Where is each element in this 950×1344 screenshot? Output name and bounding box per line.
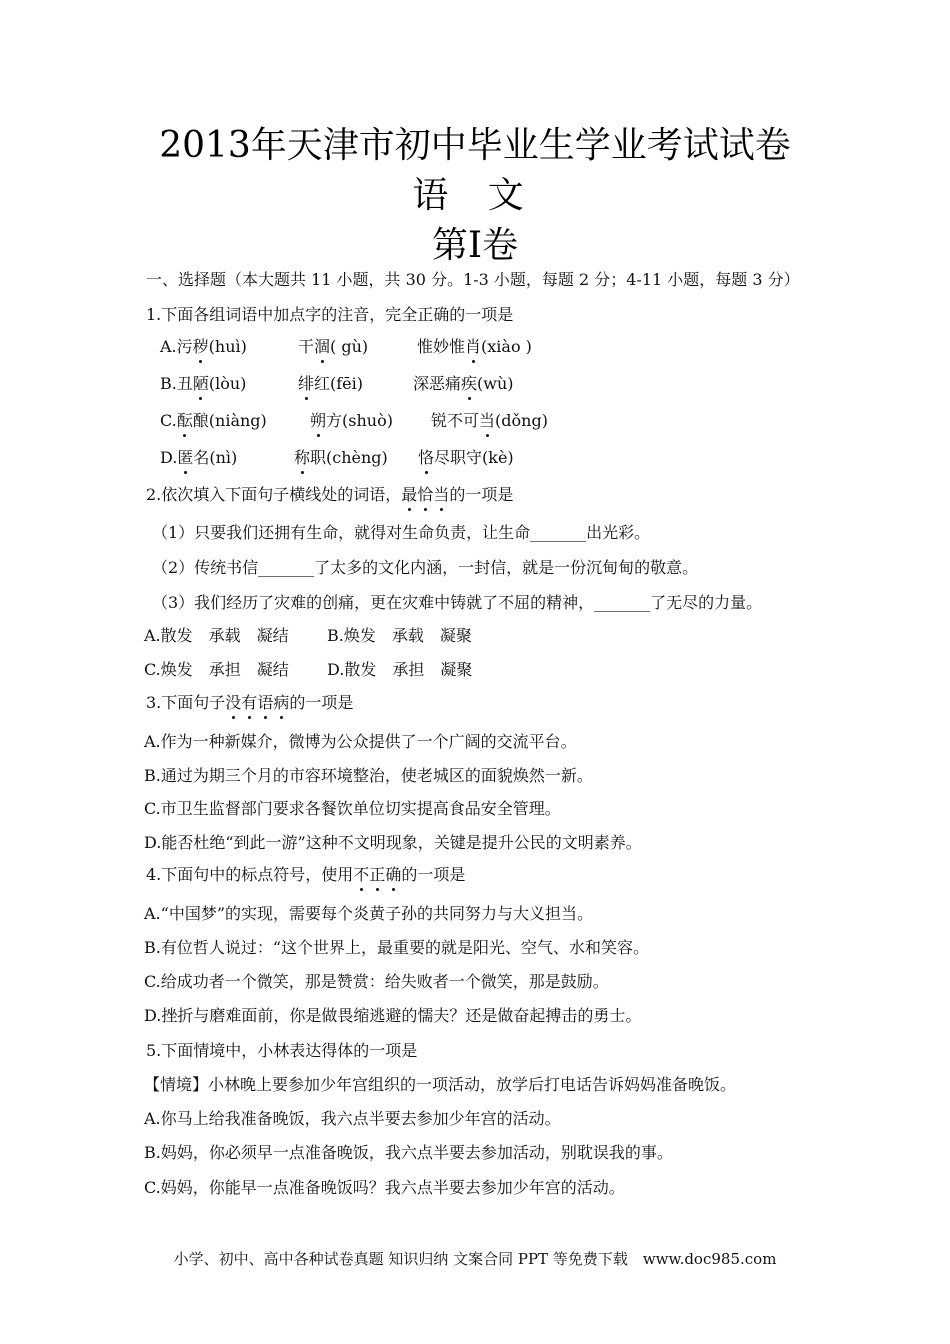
q2-sentence-1: （1）只要我们还拥有生命，就得对生命负责，让生命_______出光彩。 [152, 523, 651, 542]
q1-c-item-1: C.酝酿(niàng) [160, 411, 267, 430]
q4-option-d: D.挫折与磨难面前，你是做畏缩逃避的懦夫？还是做奋起搏击的勇士。 [144, 1006, 642, 1025]
q2-sentence-2: （2）传统书信_______了太多的文化内涵，一封信，就是一份沉甸甸的敬意。 [152, 558, 699, 577]
q1-d-item-3: 恪尽职守(kè) [418, 448, 514, 467]
q5-context: 【情境】小林晚上要参加少年宫组织的一项活动，放学后打电话告诉妈妈准备晚饭。 [144, 1075, 737, 1094]
q1-a-item-2: 干涸( gù) [298, 337, 369, 356]
q1-c-item-2: 朔方(shuò) [310, 411, 393, 430]
q3-option-c: C.市卫生监督部门要求各餐饮单位切实提高食品安全管理。 [144, 799, 561, 818]
q1-stem: 1.下面各组词语中加点字的注音，完全正确的一项是 [146, 305, 514, 324]
q2-stem: 2.依次填入下面句子横线处的词语，最恰当的一项是 [146, 485, 514, 504]
q4-option-c: C.给成功者一个微笑，那是赞赏：给失败者一个微笑，那是鼓励。 [144, 972, 609, 991]
subject-title: 语 文 [412, 175, 538, 216]
q1-b-item-3: 深恶痛疾(wù) [413, 374, 514, 393]
q1-d-item-2: 称职(chèng) [294, 448, 388, 467]
q3-option-a: A.作为一种新媒介，微博为公众提供了一个广阔的交流平台。 [144, 732, 577, 751]
q4-option-b: B.有位哲人说过：“这个世界上，最重要的就是阳光、空气、水和笑容。 [144, 938, 650, 957]
q5-stem: 5.下面情境中，小林表达得体的一项是 [146, 1041, 418, 1060]
footer-watermark: 小学、初中、高中各种试卷真题 知识归纳 文案合同 PPT 等免费下载 www.doc985.com [173, 1250, 777, 1268]
q1-c-item-3: 锐不可当(dǒng) [431, 411, 548, 430]
q1-a-item-3: 惟妙惟肖(xiào ) [417, 337, 532, 356]
volume-title: 第I卷 [431, 225, 519, 266]
q4-option-a: A.“中国梦”的实现，需要每个炎黄子孙的共同努力与大义担当。 [144, 904, 594, 923]
q2-option-d: D.散发 承担 凝聚 [327, 660, 473, 679]
q1-a-item-1: A.污秽(huì) [160, 337, 247, 356]
q3-option-b: B.通过为期三个月的市容环境整治，使老城区的面貌焕然一新。 [144, 766, 593, 785]
q2-option-b: B.焕发 承载 凝聚 [327, 626, 472, 645]
q3-option-d: D.能否杜绝“到此一游”这种不文明现象，关键是提升公民的文明素养。 [144, 833, 642, 852]
q1-b-item-2: 绯红(fēi) [298, 374, 364, 393]
q5-option-a: A.你马上给我准备晚饭，我六点半要去参加少年宫的活动。 [144, 1109, 561, 1128]
q5-option-c: C.妈妈，你能早一点准备晚饭吗？我六点半要去参加少年宫的活动。 [144, 1178, 625, 1197]
section-heading: 一、选择题（本大题共 11 小题，共 30 分。1-3 小题，每题 2 分；4-11 小题，每题 3 分） [146, 270, 800, 289]
q3-stem: 3.下面句子没有语病的一项是 [146, 693, 354, 712]
q5-option-b: B.妈妈，你必须早一点准备晚饭，我六点半要去参加活动，别耽误我的事。 [144, 1143, 673, 1162]
q1-d-item-1: D.匿名(nì) [160, 448, 238, 467]
q4-stem: 4.下面句中的标点符号，使用不正确的一项是 [146, 865, 466, 884]
q2-option-c: C.焕发 承担 凝结 [144, 660, 289, 679]
exam-title: 2013年天津市初中毕业生学业考试试卷 [159, 125, 791, 166]
q2-option-a: A.散发 承载 凝结 [144, 626, 289, 645]
q1-b-item-1: B.丑陋(lòu) [160, 374, 247, 393]
q2-sentence-3: （3）我们经历了灾难的创痛，更在灾难中铸就了不屈的精神，_______了无尽的力量。 [152, 593, 763, 612]
